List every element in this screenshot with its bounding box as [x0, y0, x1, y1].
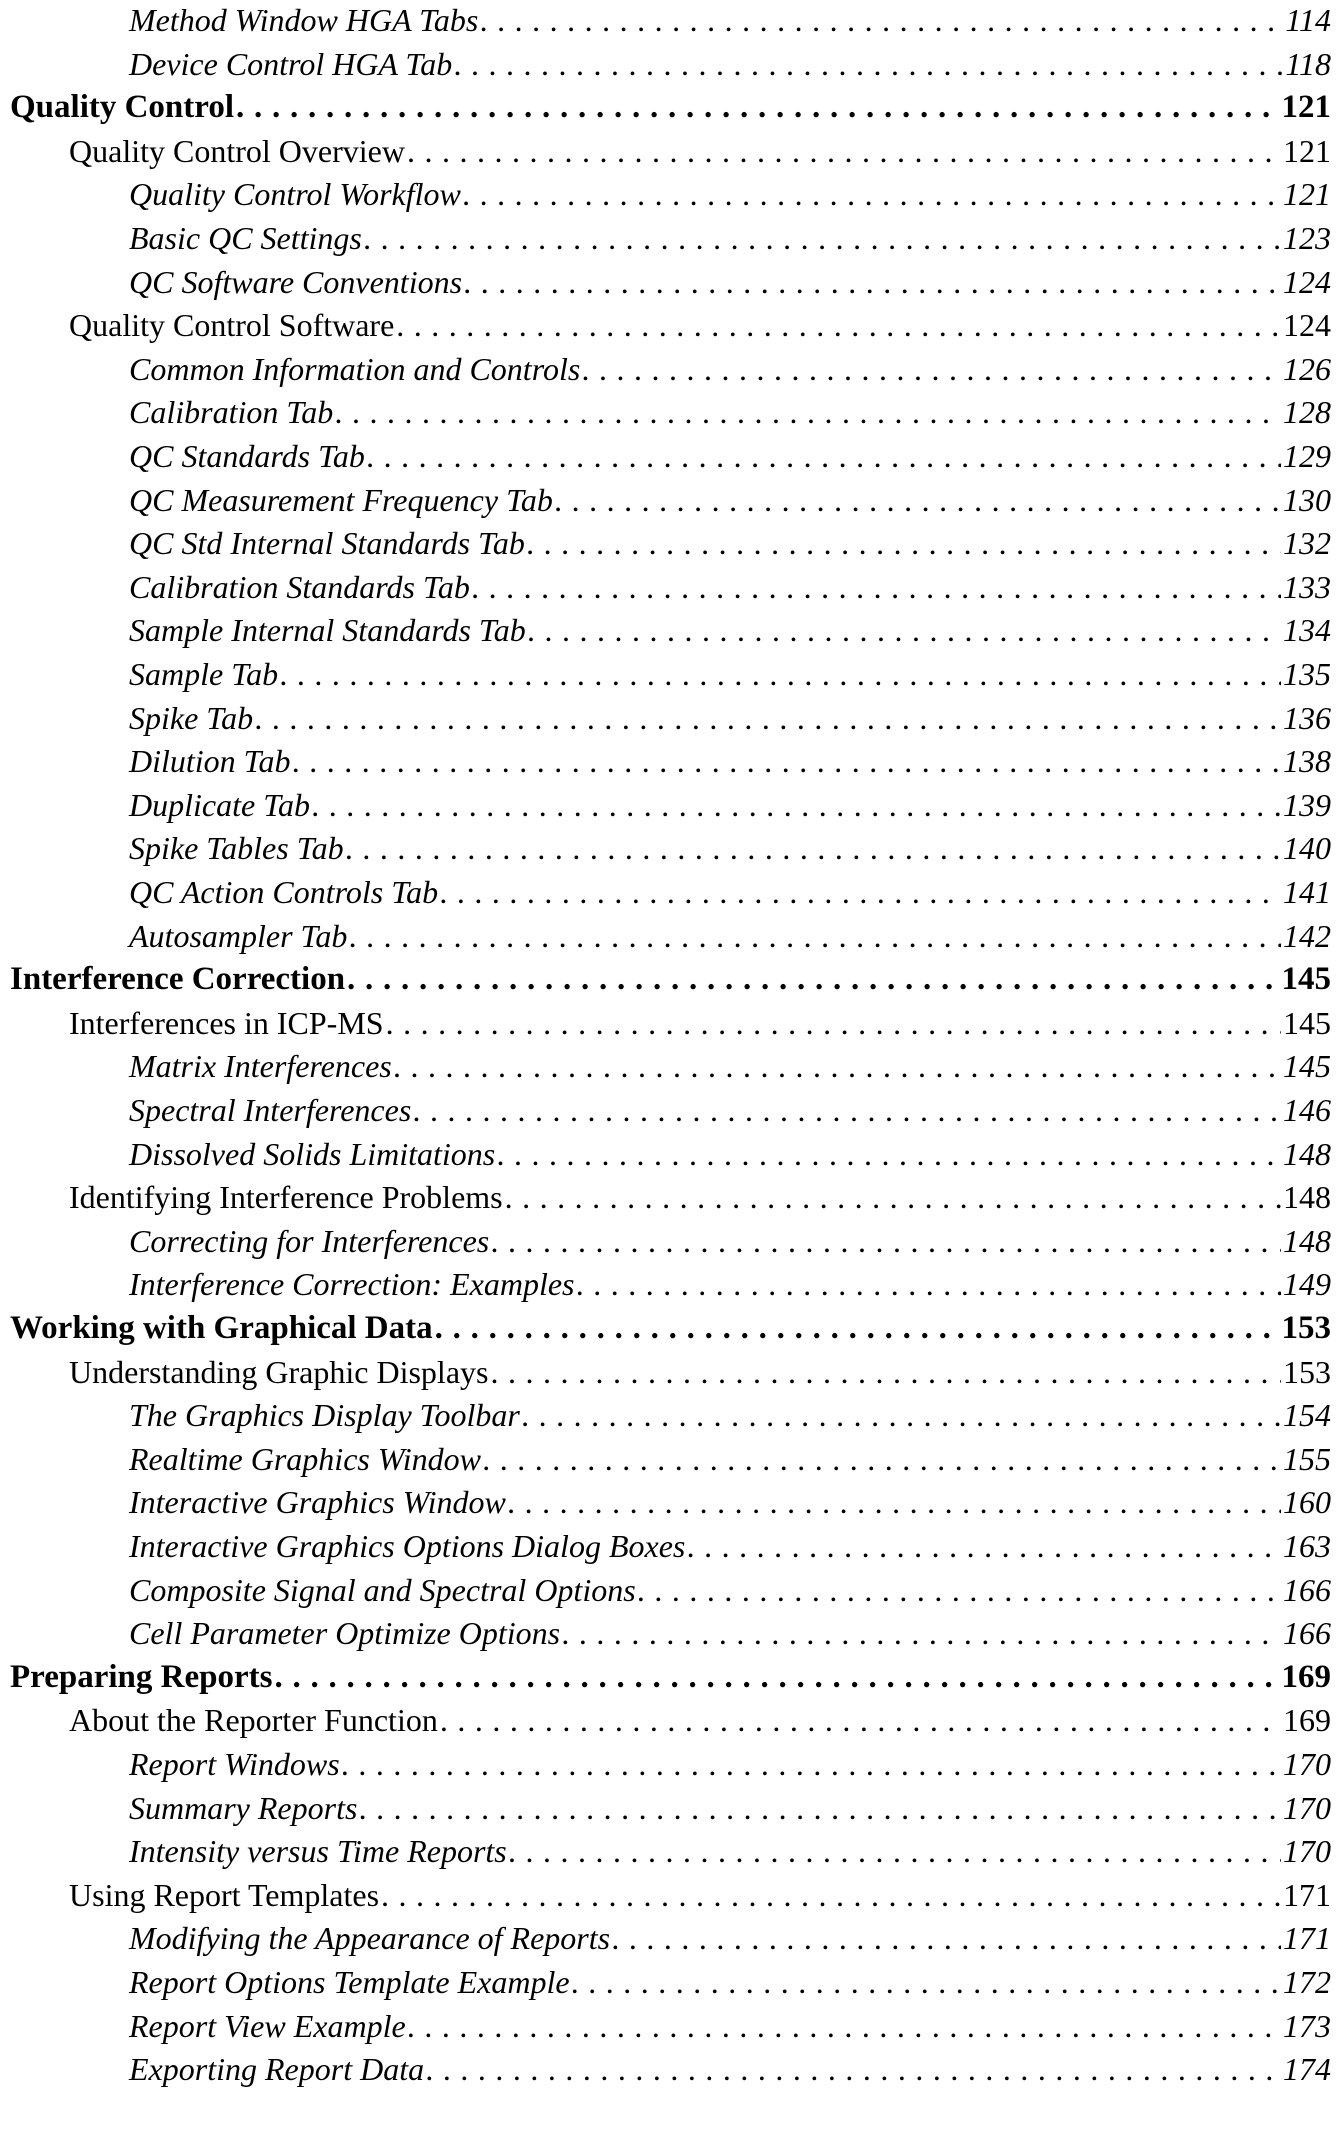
dot-leader [274, 1659, 1279, 1696]
toc-entry-page-number: 145 [1283, 1048, 1331, 1085]
toc-entry-page-number: 172 [1283, 1964, 1331, 2000]
toc-entry-page-number: 141 [1283, 874, 1331, 910]
dot-leader [236, 89, 1280, 126]
toc-subsection-entry[interactable] [129, 438, 1331, 482]
dot-leader [508, 1484, 1281, 1521]
toc-entry-page-number: 149 [1283, 1266, 1331, 1303]
toc-entry-page-number: 170 [1283, 1746, 1331, 1782]
toc-section-entry[interactable] [69, 1354, 1331, 1398]
toc-subsection-entry[interactable] [129, 1092, 1331, 1136]
toc-subsection-entry[interactable] [129, 1964, 1331, 2008]
toc-entry-page-number: 126 [1283, 350, 1331, 387]
toc-chapter-entry[interactable] [10, 961, 1331, 1005]
toc-subsection-entry[interactable] [129, 830, 1331, 874]
dot-leader [408, 2008, 1281, 2045]
toc-entry-page-number: 166 [1283, 1571, 1331, 1608]
toc-chapter-entry[interactable] [10, 89, 1331, 133]
dot-leader [464, 264, 1281, 301]
toc-section-entry[interactable] [69, 1179, 1331, 1223]
toc-entry-page-number: 140 [1283, 830, 1331, 867]
toc-entry-page-number: 136 [1283, 699, 1331, 736]
toc-entry-page-number: 174 [1283, 2051, 1331, 2088]
toc-entry-page-number: 170 [1283, 1789, 1331, 1826]
dot-leader [293, 743, 1281, 780]
toc-entry-title: Identifying Interference Problems [69, 1179, 503, 1216]
toc-entry-page-number: 121 [1283, 132, 1331, 169]
toc-subsection-entry[interactable] [129, 1833, 1331, 1877]
dot-leader [312, 787, 1281, 824]
toc-subsection-entry[interactable] [129, 525, 1331, 569]
toc-entry-title: Summary Reports [129, 1789, 358, 1826]
toc-entry-page-number: 148 [1283, 1179, 1331, 1216]
toc-entry-title: Sample Tab [129, 656, 279, 692]
toc-subsection-entry[interactable] [129, 918, 1331, 962]
toc-entry-title: Correcting for Interferences [129, 1222, 490, 1259]
toc-subsection-entry[interactable] [129, 1920, 1331, 1964]
dot-leader [367, 438, 1281, 475]
toc-entry-title: Basic QC Settings [129, 220, 362, 256]
dot-leader [386, 1005, 1281, 1042]
toc-entry-title: Exporting Report Data [129, 2051, 425, 2088]
toc-entry-title: Common Information and Controls [129, 350, 581, 387]
toc-entry-page-number: 148 [1283, 1222, 1331, 1259]
dot-leader [528, 612, 1281, 649]
toc-subsection-entry[interactable] [129, 1223, 1331, 1267]
toc-subsection-entry[interactable] [129, 787, 1331, 831]
toc-entry-title: Autosampler Tab [129, 917, 348, 954]
toc-entry-title: QC Measurement Frequency Tab [129, 481, 553, 518]
toc-entry-page-number: 166 [1283, 1615, 1331, 1652]
dot-leader [364, 220, 1281, 257]
toc-entry-title: QC Action Controls Tab [129, 874, 439, 910]
dot-leader [491, 1223, 1281, 1260]
toc-entry-title: Interferences in ICP-MS [69, 1004, 384, 1041]
toc-subsection-entry[interactable] [129, 2051, 1331, 2095]
toc-subsection-entry[interactable] [129, 46, 1331, 90]
toc-subsection-entry[interactable] [129, 482, 1331, 526]
toc-section-entry[interactable] [69, 307, 1331, 351]
toc-entry-title: Calibration Tab [129, 394, 334, 431]
toc-entry-title: Matrix Interferences [129, 1048, 392, 1085]
toc-subsection-entry[interactable] [129, 2, 1331, 46]
toc-entry-page-number: 128 [1283, 394, 1331, 431]
toc-entry-title: Interference Correction [10, 961, 346, 998]
toc-entry-page-number: 154 [1283, 1397, 1331, 1434]
toc-entry-title: Interference Correction: Examples [129, 1266, 575, 1303]
dot-leader [413, 1092, 1281, 1129]
toc-entry-page-number: 121 [1281, 89, 1331, 126]
dot-leader [381, 1877, 1281, 1914]
toc-entry-page-number: 169 [1283, 1702, 1331, 1739]
toc-subsection-entry[interactable] [129, 700, 1331, 744]
toc-entry-title: QC Std Internal Standards Tab [129, 525, 525, 562]
toc-subsection-entry[interactable] [129, 1528, 1331, 1572]
dot-leader [394, 1048, 1281, 1085]
dot-leader [346, 830, 1281, 867]
toc-subsection-entry[interactable] [129, 1572, 1331, 1616]
dot-leader [490, 1354, 1281, 1391]
dot-leader [407, 133, 1281, 170]
dot-leader [612, 1920, 1281, 1957]
toc-entry-title: Spectral Interferences [129, 1092, 412, 1128]
dot-leader [463, 176, 1281, 213]
toc-entry-title: Sample Internal Standards Tab [129, 612, 526, 649]
toc-section-entry[interactable] [69, 1005, 1331, 1049]
dot-leader [435, 1310, 1280, 1347]
toc-entry-title: Dilution Tab [129, 743, 291, 780]
toc-entry-title: Method Window HGA Tabs [129, 2, 479, 38]
toc-entry-page-number: 124 [1283, 263, 1331, 300]
dot-leader [576, 1266, 1281, 1303]
dot-leader [505, 1179, 1281, 1216]
toc-entry-title: Realtime Graphics Window [129, 1440, 481, 1477]
dot-leader [349, 918, 1281, 955]
toc-chapter-entry[interactable] [10, 1310, 1331, 1354]
toc-entry-title: Intensity versus Time Reports [129, 1833, 507, 1870]
toc-entry-title: QC Standards Tab [129, 438, 365, 474]
toc-entry-title: Report Options Template Example [129, 1964, 570, 2000]
toc-entry-title: Cell Parameter Optimize Options [129, 1615, 561, 1652]
toc-subsection-entry[interactable] [129, 1266, 1331, 1310]
toc-entry-title: Spike Tables Tab [129, 830, 344, 867]
toc-subsection-entry[interactable] [129, 1746, 1331, 1790]
toc-entry-title: Modifying the Appearance of Reports [129, 1920, 611, 1957]
toc-section-entry[interactable] [69, 1877, 1331, 1921]
dot-leader [497, 1136, 1281, 1173]
toc-entry-title: Quality Control [10, 89, 234, 126]
toc-entry-page-number: 163 [1283, 1528, 1331, 1564]
toc-entry-title: Quality Control Software [69, 307, 395, 344]
dot-leader [480, 2, 1283, 39]
toc-entry-title: Quality Control Overview [69, 132, 405, 169]
dot-leader [440, 1702, 1281, 1739]
toc-entry-title: QC Software Conventions [129, 263, 463, 300]
dot-leader [509, 1833, 1281, 1870]
dot-leader [572, 1964, 1281, 2001]
dot-leader [347, 961, 1279, 998]
toc-entry-title: Composite Signal and Spectral Options [129, 1571, 636, 1608]
toc-entry-page-number: 160 [1283, 1484, 1331, 1521]
dot-leader [527, 525, 1281, 562]
toc-entry-title: About the Reporter Function [69, 1702, 438, 1739]
toc-entry-page-number: 145 [1283, 1004, 1331, 1041]
toc-entry-page-number: 171 [1283, 1920, 1331, 1957]
dot-leader [426, 2051, 1281, 2088]
toc-subsection-entry[interactable] [129, 220, 1331, 264]
dot-leader [582, 351, 1281, 388]
toc-entry-page-number: 135 [1283, 656, 1331, 692]
toc-subsection-entry[interactable] [129, 1397, 1331, 1441]
toc-subsection-entry[interactable] [129, 656, 1331, 700]
toc-entry-page-number: 124 [1283, 307, 1331, 344]
dot-leader [342, 1746, 1281, 1783]
toc-subsection-entry[interactable] [129, 1136, 1331, 1180]
toc-subsection-entry[interactable] [129, 264, 1331, 308]
toc-entry-page-number: 133 [1283, 568, 1331, 605]
toc-entry-title: Report View Example [129, 2007, 406, 2044]
toc-entry-page-number: 134 [1283, 612, 1331, 649]
toc-chapter-entry[interactable] [10, 1659, 1331, 1703]
toc-entry-page-number: 138 [1283, 743, 1331, 780]
toc-subsection-entry[interactable] [129, 1790, 1331, 1834]
toc-entry-page-number: 139 [1283, 786, 1331, 823]
dot-leader [440, 874, 1281, 911]
toc-entry-page-number: 142 [1283, 917, 1331, 954]
toc-entry-page-number: 121 [1283, 176, 1331, 213]
toc-subsection-entry[interactable] [129, 176, 1331, 220]
dot-leader [359, 1790, 1281, 1827]
toc-entry-page-number: 169 [1281, 1658, 1331, 1695]
toc-subsection-entry[interactable] [129, 1048, 1331, 1092]
toc-entry-title: Understanding Graphic Displays [69, 1353, 489, 1390]
dot-leader [396, 307, 1281, 344]
toc-section-entry[interactable] [69, 1702, 1331, 1746]
toc-subsection-entry[interactable] [129, 1484, 1331, 1528]
dot-leader [522, 1397, 1281, 1434]
toc-entry-page-number: 155 [1283, 1440, 1331, 1477]
toc-entry-title: Quality Control Workflow [129, 176, 461, 213]
dot-leader [335, 394, 1281, 431]
toc-subsection-entry[interactable] [129, 1615, 1331, 1659]
dot-leader [255, 700, 1281, 737]
toc-entry-page-number: 173 [1283, 2007, 1331, 2044]
toc-entry-page-number: 153 [1283, 1353, 1331, 1390]
toc-section-entry[interactable] [69, 133, 1331, 177]
toc-entry-title: Working with Graphical Data [10, 1310, 433, 1346]
toc-entry-page-number: 129 [1283, 438, 1331, 474]
toc-entry-page-number: 170 [1283, 1833, 1331, 1870]
dot-leader [555, 482, 1281, 519]
toc-entry-title: Spike Tab [129, 699, 254, 736]
toc-entry-page-number: 114 [1285, 2, 1331, 38]
dot-leader [638, 1572, 1281, 1609]
toc-entry-title: Preparing Reports [10, 1658, 273, 1695]
toc-subsection-entry[interactable] [129, 394, 1331, 438]
toc-entry-title: The Graphics Display Toolbar [129, 1397, 520, 1434]
toc-entry-page-number: 145 [1281, 961, 1331, 998]
toc-entry-page-number: 130 [1283, 481, 1331, 518]
toc-entry-page-number: 146 [1283, 1092, 1331, 1128]
dot-leader [280, 656, 1281, 693]
dot-leader [454, 46, 1283, 83]
toc-entry-page-number: 153 [1281, 1310, 1331, 1346]
toc-entry-title: Using Report Templates [69, 1876, 380, 1913]
toc-entry-title: Report Windows [129, 1746, 340, 1782]
toc-entry-title: Interactive Graphics Window [129, 1484, 506, 1521]
toc-entry-page-number: 118 [1285, 45, 1331, 82]
dot-leader [562, 1615, 1281, 1652]
toc-subsection-entry[interactable] [129, 743, 1331, 787]
toc-subsection-entry[interactable] [129, 874, 1331, 918]
toc-entry-title: Interactive Graphics Options Dialog Boxes [129, 1528, 686, 1564]
toc-entry-page-number: 148 [1283, 1135, 1331, 1172]
toc-entry-title: Dissolved Solids Limitations [129, 1135, 496, 1172]
dot-leader [472, 569, 1281, 606]
toc-subsection-entry[interactable] [129, 569, 1331, 613]
toc-subsection-entry[interactable] [129, 2008, 1331, 2052]
toc-subsection-entry[interactable] [129, 351, 1331, 395]
toc-entry-page-number: 171 [1283, 1876, 1331, 1913]
dot-leader [483, 1441, 1281, 1478]
dot-leader [687, 1528, 1281, 1565]
toc-entry-page-number: 123 [1283, 220, 1331, 256]
toc-subsection-entry[interactable] [129, 612, 1331, 656]
toc-entry-title: Calibration Standards Tab [129, 568, 470, 605]
toc-entry-title: Device Control HGA Tab [129, 45, 453, 82]
toc-subsection-entry[interactable] [129, 1441, 1331, 1485]
toc-entry-page-number: 132 [1283, 525, 1331, 562]
toc-entry-title: Duplicate Tab [129, 786, 311, 823]
